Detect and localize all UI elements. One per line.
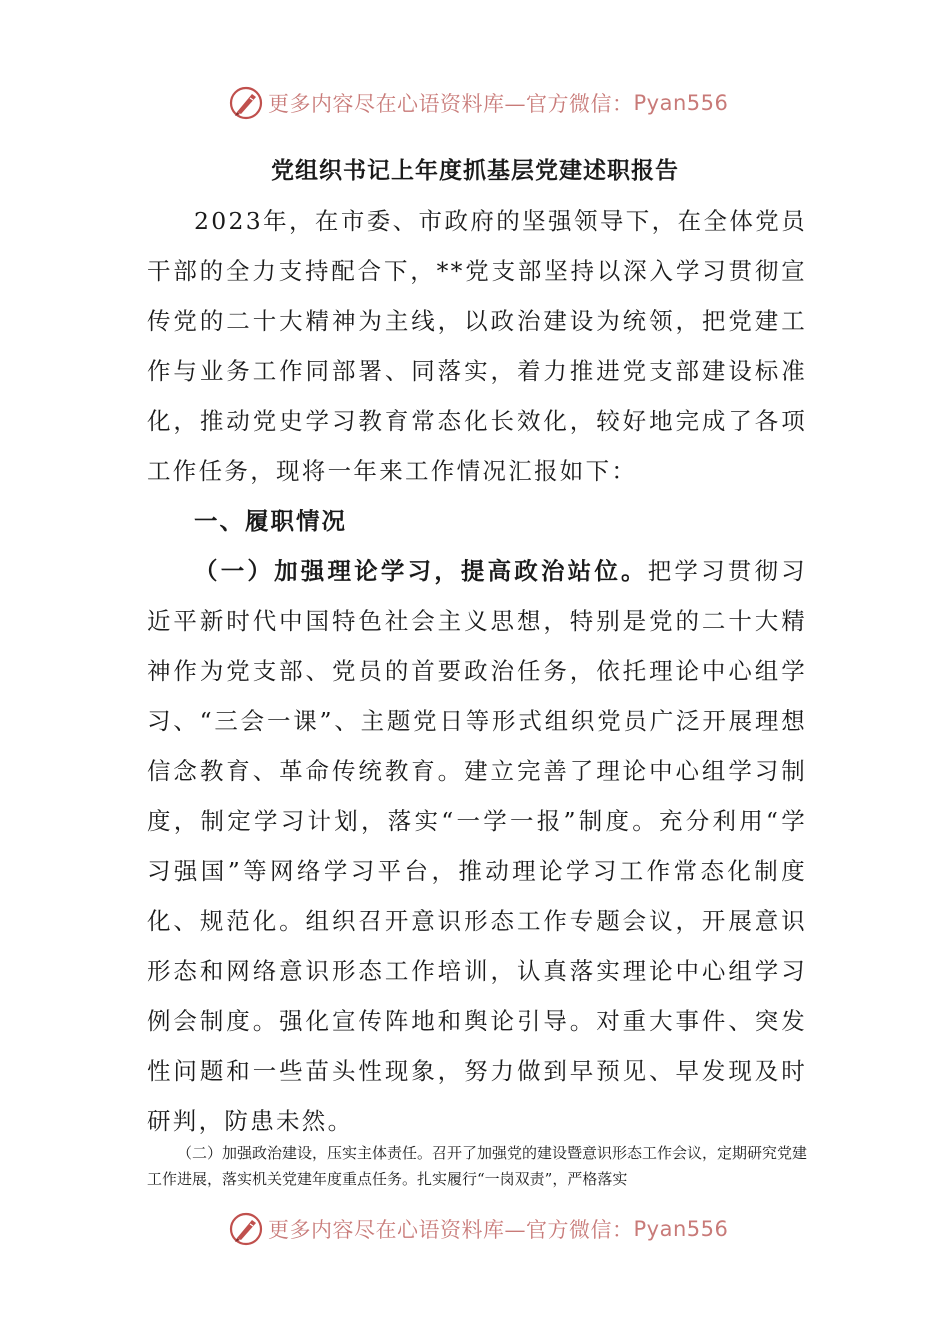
watermark-wechat-id: Pyan556 — [633, 91, 729, 115]
document-body — [147, 196, 807, 1146]
document-title: 党组织书记上年度抓基层党建述职报告 — [271, 158, 679, 184]
paragraph-text: 把学习贯彻习近平新时代中国特色社会主义思想，特别是党的二十大精神作为党支部、党员的首要政治任务，依托理论中心组学习、“三会一课”、主题党日等形式组织党员广泛开展理想信念教育、革命传统教育。建立完善了理论中心组学习制度，制定学习计划，落实“一学一报”制度。充分利用“学习强国”等网络学习平台，推动理论学习工作常态化制度化、规范化。组织召开意识形态工作专题会议，开展意识形态和网络意识形态工作培训，认真落实理论中心组学习例会制度。强化宣传阵地和舆论引导。对重大事件、突发性问题和一些苗头性现象，努力做到早预见、早发现及时研判，防患未然。 — [147, 557, 807, 1135]
paragraph-political-construction: （二）加强政治建设，压实主体责任。召开了加强党的建设暨意识形态工作会议，定期研究党建工作进展，落实机关党建年度重点任务。扎实履行“一岗双责”，严格落实 — [147, 1144, 808, 1188]
intro-paragraph: 2023年，在市委、市政府的坚强领导下，在全体党员干部的全力支持配合下，**党支部坚持以深入学习贯彻宣传党的二十大精神为主线，以政治建设为统领，把党建工作与业务工作同部署、同落实，着力推进党支部建设标准化，推动党史学习教育常态化长效化，较好地完成了各项工作任务，现将一年来工作情况汇报如下： — [147, 207, 807, 485]
paragraph-lead: （一）加强理论学习，提高政治站位。 — [194, 557, 648, 585]
section-heading: 一、履职情况 — [194, 507, 347, 535]
watermark-banner-bottom — [228, 1209, 728, 1249]
watermark-wechat-id: Pyan556 — [633, 1217, 729, 1241]
paragraph-theory-study — [147, 546, 807, 1146]
pen-nib-logo-icon — [228, 85, 264, 121]
pen-nib-logo-icon — [228, 1211, 264, 1247]
watermark-text: 更多内容尽在心语资料库—官方微信： — [268, 92, 634, 116]
watermark-banner-top — [228, 83, 728, 123]
watermark-text: 更多内容尽在心语资料库—官方微信： — [268, 1218, 634, 1242]
